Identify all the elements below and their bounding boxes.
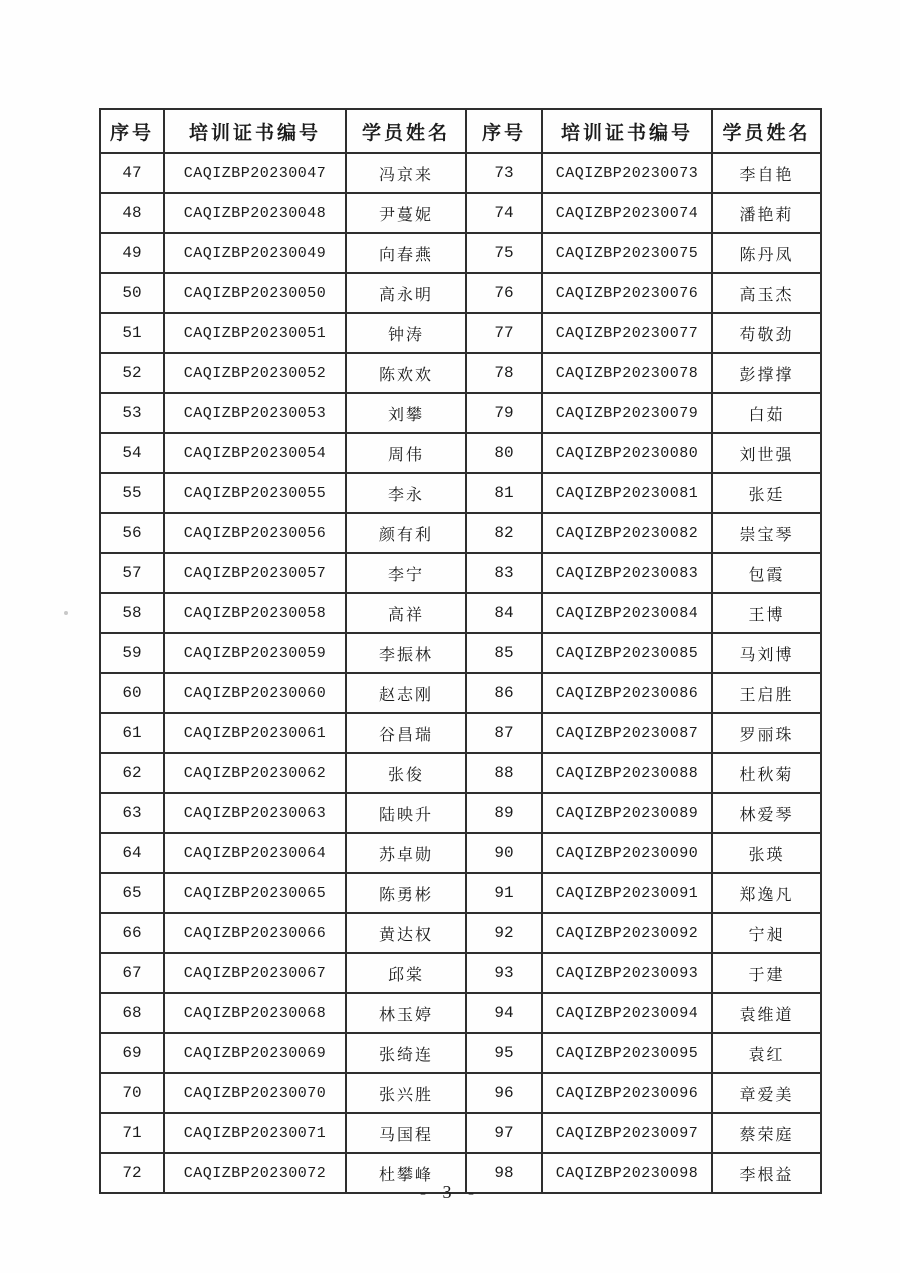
serial-number-cell: 84 <box>466 593 542 633</box>
serial-number-cell: 55 <box>100 473 164 513</box>
certificate-number-cell: CAQIZBP20230071 <box>164 1113 346 1153</box>
header-serial-number-right: 序号 <box>466 109 542 153</box>
header-serial-number-left: 序号 <box>100 109 164 153</box>
student-name-cell: 白茹 <box>712 393 821 433</box>
serial-number-cell: 67 <box>100 953 164 993</box>
serial-number-cell: 74 <box>466 193 542 233</box>
serial-number-cell: 54 <box>100 433 164 473</box>
table-row <box>100 473 821 513</box>
student-name-cell: 刘世强 <box>712 433 821 473</box>
serial-number-cell: 47 <box>100 153 164 193</box>
serial-number-cell: 66 <box>100 913 164 953</box>
certificate-number-cell: CAQIZBP20230097 <box>542 1113 712 1153</box>
student-name-cell: 陈欢欢 <box>346 353 466 393</box>
table-row <box>100 553 821 593</box>
certificate-number-cell: CAQIZBP20230096 <box>542 1073 712 1113</box>
student-name-cell: 崇宝琴 <box>712 513 821 553</box>
serial-number-cell: 88 <box>466 753 542 793</box>
serial-number-cell: 92 <box>466 913 542 953</box>
certificate-number-cell: CAQIZBP20230090 <box>542 833 712 873</box>
serial-number-cell: 98 <box>466 1153 542 1193</box>
certificate-number-cell: CAQIZBP20230063 <box>164 793 346 833</box>
certificate-number-cell: CAQIZBP20230068 <box>164 993 346 1033</box>
student-name-cell: 刘攀 <box>346 393 466 433</box>
table-row <box>100 313 821 353</box>
table-row <box>100 633 821 673</box>
serial-number-cell: 76 <box>466 273 542 313</box>
serial-number-cell: 75 <box>466 233 542 273</box>
table-header-row <box>100 109 821 153</box>
student-name-cell: 蔡荣庭 <box>712 1113 821 1153</box>
student-name-cell: 谷昌瑞 <box>346 713 466 753</box>
certificate-number-cell: CAQIZBP20230064 <box>164 833 346 873</box>
student-name-cell: 向春燕 <box>346 233 466 273</box>
certificate-number-cell: CAQIZBP20230087 <box>542 713 712 753</box>
certificate-number-cell: CAQIZBP20230084 <box>542 593 712 633</box>
header-certificate-number-right: 培训证书编号 <box>542 109 712 153</box>
serial-number-cell: 79 <box>466 393 542 433</box>
student-name-cell: 高祥 <box>346 593 466 633</box>
certificate-number-cell: CAQIZBP20230085 <box>542 633 712 673</box>
serial-number-cell: 58 <box>100 593 164 633</box>
certificate-number-cell: CAQIZBP20230047 <box>164 153 346 193</box>
student-name-cell: 李自艳 <box>712 153 821 193</box>
certificate-number-cell: CAQIZBP20230051 <box>164 313 346 353</box>
certificate-number-cell: CAQIZBP20230058 <box>164 593 346 633</box>
table-row <box>100 673 821 713</box>
certificate-number-cell: CAQIZBP20230072 <box>164 1153 346 1193</box>
student-name-cell: 李永 <box>346 473 466 513</box>
serial-number-cell: 53 <box>100 393 164 433</box>
student-name-cell: 郑逸凡 <box>712 873 821 913</box>
student-name-cell: 赵志刚 <box>346 673 466 713</box>
student-name-cell: 杜秋菊 <box>712 753 821 793</box>
serial-number-cell: 56 <box>100 513 164 553</box>
certificate-number-cell: CAQIZBP20230067 <box>164 953 346 993</box>
student-name-cell: 陈勇彬 <box>346 873 466 913</box>
table-row <box>100 793 821 833</box>
certificate-number-cell: CAQIZBP20230055 <box>164 473 346 513</box>
student-name-cell: 钟涛 <box>346 313 466 353</box>
certificate-number-cell: CAQIZBP20230061 <box>164 713 346 753</box>
serial-number-cell: 70 <box>100 1073 164 1113</box>
serial-number-cell: 77 <box>466 313 542 353</box>
table-row <box>100 993 821 1033</box>
serial-number-cell: 64 <box>100 833 164 873</box>
table-row <box>100 913 821 953</box>
serial-number-cell: 65 <box>100 873 164 913</box>
certificate-number-cell: CAQIZBP20230092 <box>542 913 712 953</box>
serial-number-cell: 81 <box>466 473 542 513</box>
certificate-number-cell: CAQIZBP20230069 <box>164 1033 346 1073</box>
table-row <box>100 353 821 393</box>
certificate-number-cell: CAQIZBP20230089 <box>542 793 712 833</box>
serial-number-cell: 90 <box>466 833 542 873</box>
certificate-number-cell: CAQIZBP20230050 <box>164 273 346 313</box>
serial-number-cell: 69 <box>100 1033 164 1073</box>
certificate-number-cell: CAQIZBP20230060 <box>164 673 346 713</box>
certificate-number-cell: CAQIZBP20230053 <box>164 393 346 433</box>
table-row <box>100 593 821 633</box>
serial-number-cell: 49 <box>100 233 164 273</box>
serial-number-cell: 78 <box>466 353 542 393</box>
student-name-cell: 宁昶 <box>712 913 821 953</box>
certificate-number-cell: CAQIZBP20230078 <box>542 353 712 393</box>
certificate-number-cell: CAQIZBP20230059 <box>164 633 346 673</box>
serial-number-cell: 86 <box>466 673 542 713</box>
table-row <box>100 1033 821 1073</box>
scan-artifact-dot <box>64 611 68 615</box>
student-name-cell: 李根益 <box>712 1153 821 1193</box>
certificate-number-cell: CAQIZBP20230079 <box>542 393 712 433</box>
serial-number-cell: 85 <box>466 633 542 673</box>
student-name-cell: 高永明 <box>346 273 466 313</box>
serial-number-cell: 63 <box>100 793 164 833</box>
serial-number-cell: 71 <box>100 1113 164 1153</box>
student-name-cell: 尹蔓妮 <box>346 193 466 233</box>
student-name-cell: 黄达权 <box>346 913 466 953</box>
student-name-cell: 陈丹凤 <box>712 233 821 273</box>
certificate-number-cell: CAQIZBP20230088 <box>542 753 712 793</box>
serial-number-cell: 72 <box>100 1153 164 1193</box>
certificate-number-cell: CAQIZBP20230093 <box>542 953 712 993</box>
student-name-cell: 张廷 <box>712 473 821 513</box>
serial-number-cell: 91 <box>466 873 542 913</box>
student-name-cell: 周伟 <box>346 433 466 473</box>
certificate-number-cell: CAQIZBP20230056 <box>164 513 346 553</box>
student-name-cell: 马国程 <box>346 1113 466 1153</box>
certificate-number-cell: CAQIZBP20230095 <box>542 1033 712 1073</box>
serial-number-cell: 68 <box>100 993 164 1033</box>
student-name-cell: 包霞 <box>712 553 821 593</box>
student-name-cell: 苟敬劲 <box>712 313 821 353</box>
header-student-name-right: 学员姓名 <box>712 109 821 153</box>
table-row <box>100 713 821 753</box>
certificate-number-cell: CAQIZBP20230054 <box>164 433 346 473</box>
serial-number-cell: 82 <box>466 513 542 553</box>
header-student-name-left: 学员姓名 <box>346 109 466 153</box>
certificate-number-cell: CAQIZBP20230083 <box>542 553 712 593</box>
table-row <box>100 1073 821 1113</box>
serial-number-cell: 52 <box>100 353 164 393</box>
student-name-cell: 陆映升 <box>346 793 466 833</box>
table-row <box>100 273 821 313</box>
student-name-cell: 颜有利 <box>346 513 466 553</box>
trainee-certificate-table <box>99 108 822 1194</box>
certificate-number-cell: CAQIZBP20230052 <box>164 353 346 393</box>
serial-number-cell: 93 <box>466 953 542 993</box>
student-name-cell: 李宁 <box>346 553 466 593</box>
serial-number-cell: 60 <box>100 673 164 713</box>
certificate-number-cell: CAQIZBP20230049 <box>164 233 346 273</box>
certificate-number-cell: CAQIZBP20230098 <box>542 1153 712 1193</box>
table-row <box>100 1113 821 1153</box>
header-certificate-number-left: 培训证书编号 <box>164 109 346 153</box>
table-row <box>100 393 821 433</box>
student-name-cell: 于建 <box>712 953 821 993</box>
student-name-cell: 杜攀峰 <box>346 1153 466 1193</box>
serial-number-cell: 87 <box>466 713 542 753</box>
certificate-number-cell: CAQIZBP20230062 <box>164 753 346 793</box>
table-row <box>100 513 821 553</box>
student-name-cell: 张瑛 <box>712 833 821 873</box>
certificate-number-cell: CAQIZBP20230076 <box>542 273 712 313</box>
student-name-cell: 马刘博 <box>712 633 821 673</box>
certificate-number-cell: CAQIZBP20230081 <box>542 473 712 513</box>
certificate-number-cell: CAQIZBP20230075 <box>542 233 712 273</box>
serial-number-cell: 89 <box>466 793 542 833</box>
student-name-cell: 林玉婷 <box>346 993 466 1033</box>
serial-number-cell: 59 <box>100 633 164 673</box>
student-name-cell: 林爱琴 <box>712 793 821 833</box>
student-name-cell: 王博 <box>712 593 821 633</box>
student-name-cell: 高玉杰 <box>712 273 821 313</box>
student-name-cell: 张俊 <box>346 753 466 793</box>
student-name-cell: 彭撑撑 <box>712 353 821 393</box>
serial-number-cell: 48 <box>100 193 164 233</box>
table-row <box>100 953 821 993</box>
serial-number-cell: 62 <box>100 753 164 793</box>
certificate-number-cell: CAQIZBP20230048 <box>164 193 346 233</box>
certificate-number-cell: CAQIZBP20230082 <box>542 513 712 553</box>
student-name-cell: 李振林 <box>346 633 466 673</box>
table-row <box>100 233 821 273</box>
certificate-number-cell: CAQIZBP20230057 <box>164 553 346 593</box>
student-name-cell: 张兴胜 <box>346 1073 466 1113</box>
student-name-cell: 邱棠 <box>346 953 466 993</box>
student-name-cell: 张绮连 <box>346 1033 466 1073</box>
table-row <box>100 833 821 873</box>
student-name-cell: 王启胜 <box>712 673 821 713</box>
serial-number-cell: 96 <box>466 1073 542 1113</box>
student-name-cell: 袁维道 <box>712 993 821 1033</box>
table-body <box>100 153 821 1193</box>
table-row <box>100 433 821 473</box>
student-name-cell: 袁红 <box>712 1033 821 1073</box>
student-name-cell: 罗丽珠 <box>712 713 821 753</box>
certificate-number-cell: CAQIZBP20230073 <box>542 153 712 193</box>
student-name-cell: 苏卓勋 <box>346 833 466 873</box>
serial-number-cell: 94 <box>466 993 542 1033</box>
student-name-cell: 冯京来 <box>346 153 466 193</box>
serial-number-cell: 51 <box>100 313 164 353</box>
page-number: - 3 - <box>420 1182 480 1202</box>
serial-number-cell: 95 <box>466 1033 542 1073</box>
student-name-cell: 章爱美 <box>712 1073 821 1113</box>
certificate-number-cell: CAQIZBP20230077 <box>542 313 712 353</box>
serial-number-cell: 57 <box>100 553 164 593</box>
table-row <box>100 153 821 193</box>
certificate-number-cell: CAQIZBP20230065 <box>164 873 346 913</box>
serial-number-cell: 73 <box>466 153 542 193</box>
table-row <box>100 193 821 233</box>
certificate-number-cell: CAQIZBP20230080 <box>542 433 712 473</box>
certificate-number-cell: CAQIZBP20230066 <box>164 913 346 953</box>
student-name-cell: 潘艳莉 <box>712 193 821 233</box>
certificate-number-cell: CAQIZBP20230074 <box>542 193 712 233</box>
table-row <box>100 873 821 913</box>
certificate-number-cell: CAQIZBP20230070 <box>164 1073 346 1113</box>
serial-number-cell: 80 <box>466 433 542 473</box>
serial-number-cell: 83 <box>466 553 542 593</box>
serial-number-cell: 50 <box>100 273 164 313</box>
serial-number-cell: 97 <box>466 1113 542 1153</box>
certificate-number-cell: CAQIZBP20230086 <box>542 673 712 713</box>
table-row <box>100 753 821 793</box>
certificate-number-cell: CAQIZBP20230094 <box>542 993 712 1033</box>
serial-number-cell: 61 <box>100 713 164 753</box>
certificate-number-cell: CAQIZBP20230091 <box>542 873 712 913</box>
